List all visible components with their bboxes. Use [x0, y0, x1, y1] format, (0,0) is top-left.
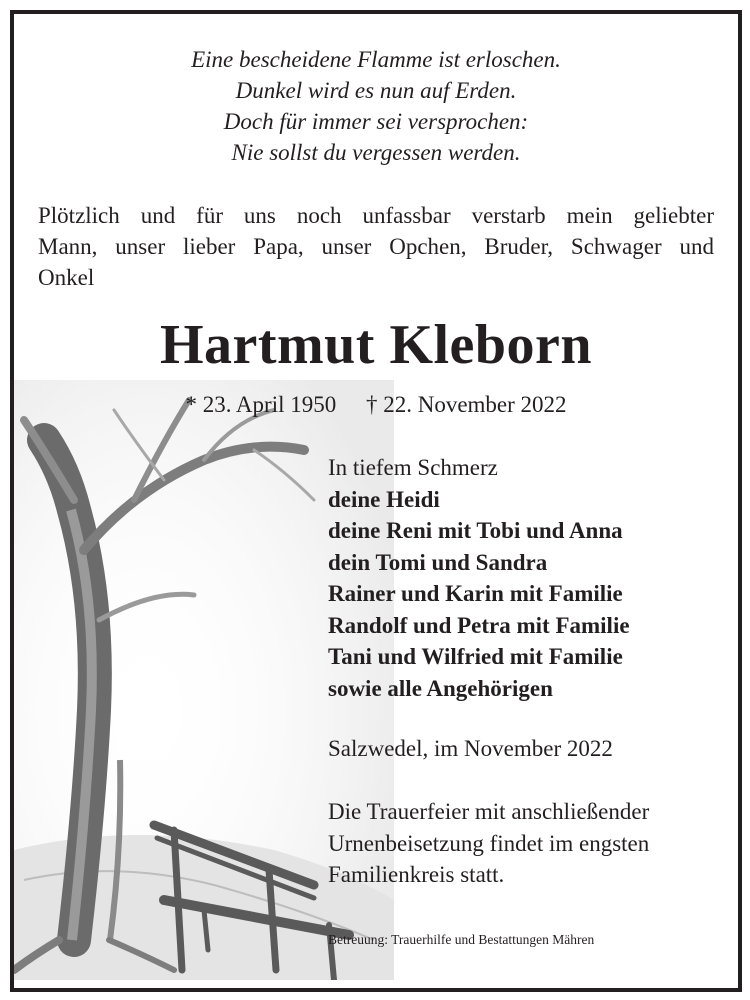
mourner-name: Rainer und Karin mit Familie: [328, 581, 623, 606]
announcement-line: Onkel: [38, 265, 95, 290]
mourning-phrase: In tiefem Schmerz: [328, 455, 498, 480]
life-dates: [14, 389, 738, 420]
notice-line: Familienkreis statt.: [328, 862, 505, 887]
announcement-line: Mann, unser lieber Papa, unser Opchen, Bruder, Schwager und: [38, 234, 714, 259]
announcement-line: Plötzlich und für uns noch unfassbar verstarb mein geliebter: [38, 203, 714, 228]
mourners-list: [328, 452, 728, 704]
mourner-name: dein Tomi und Sandra: [328, 549, 548, 575]
poem-line: Doch für immer sei versprochen:: [223, 109, 529, 134]
notice-line: Die Trauerfeier mit anschließender: [328, 799, 650, 824]
poem-line: Nie sollst du vergessen werden.: [231, 140, 521, 165]
death-date: † 22. November 2022: [365, 392, 567, 417]
place-and-date: Salzwedel, im November 2022: [328, 736, 613, 761]
announcement-text: [38, 200, 714, 293]
funeral-home-credit: Betreuung: Trauerhilfe und Bestattungen Mähren: [328, 932, 595, 947]
deceased-name: Hartmut Kleborn: [159, 314, 593, 376]
mourner-name: sowie alle Angehörigen: [328, 675, 553, 701]
poem-line: Dunkel wird es nun auf Erden.: [235, 78, 517, 103]
memorial-poem: [14, 44, 738, 168]
mourner-name: deine Heidi: [328, 486, 440, 512]
mourner-name: deine Reni mit Tobi und Anna: [328, 518, 623, 543]
poem-line: Eine bescheidene Flamme ist erloschen.: [191, 47, 561, 72]
mourner-name: Randolf und Petra mit Familie: [328, 612, 630, 638]
funeral-notice: [328, 796, 728, 891]
notice-line: Urnenbeisetzung findet im engsten: [328, 830, 650, 856]
birth-date: * 23. April 1950: [185, 392, 337, 417]
mourner-name: Tani und Wilfried mit Familie: [328, 644, 623, 669]
